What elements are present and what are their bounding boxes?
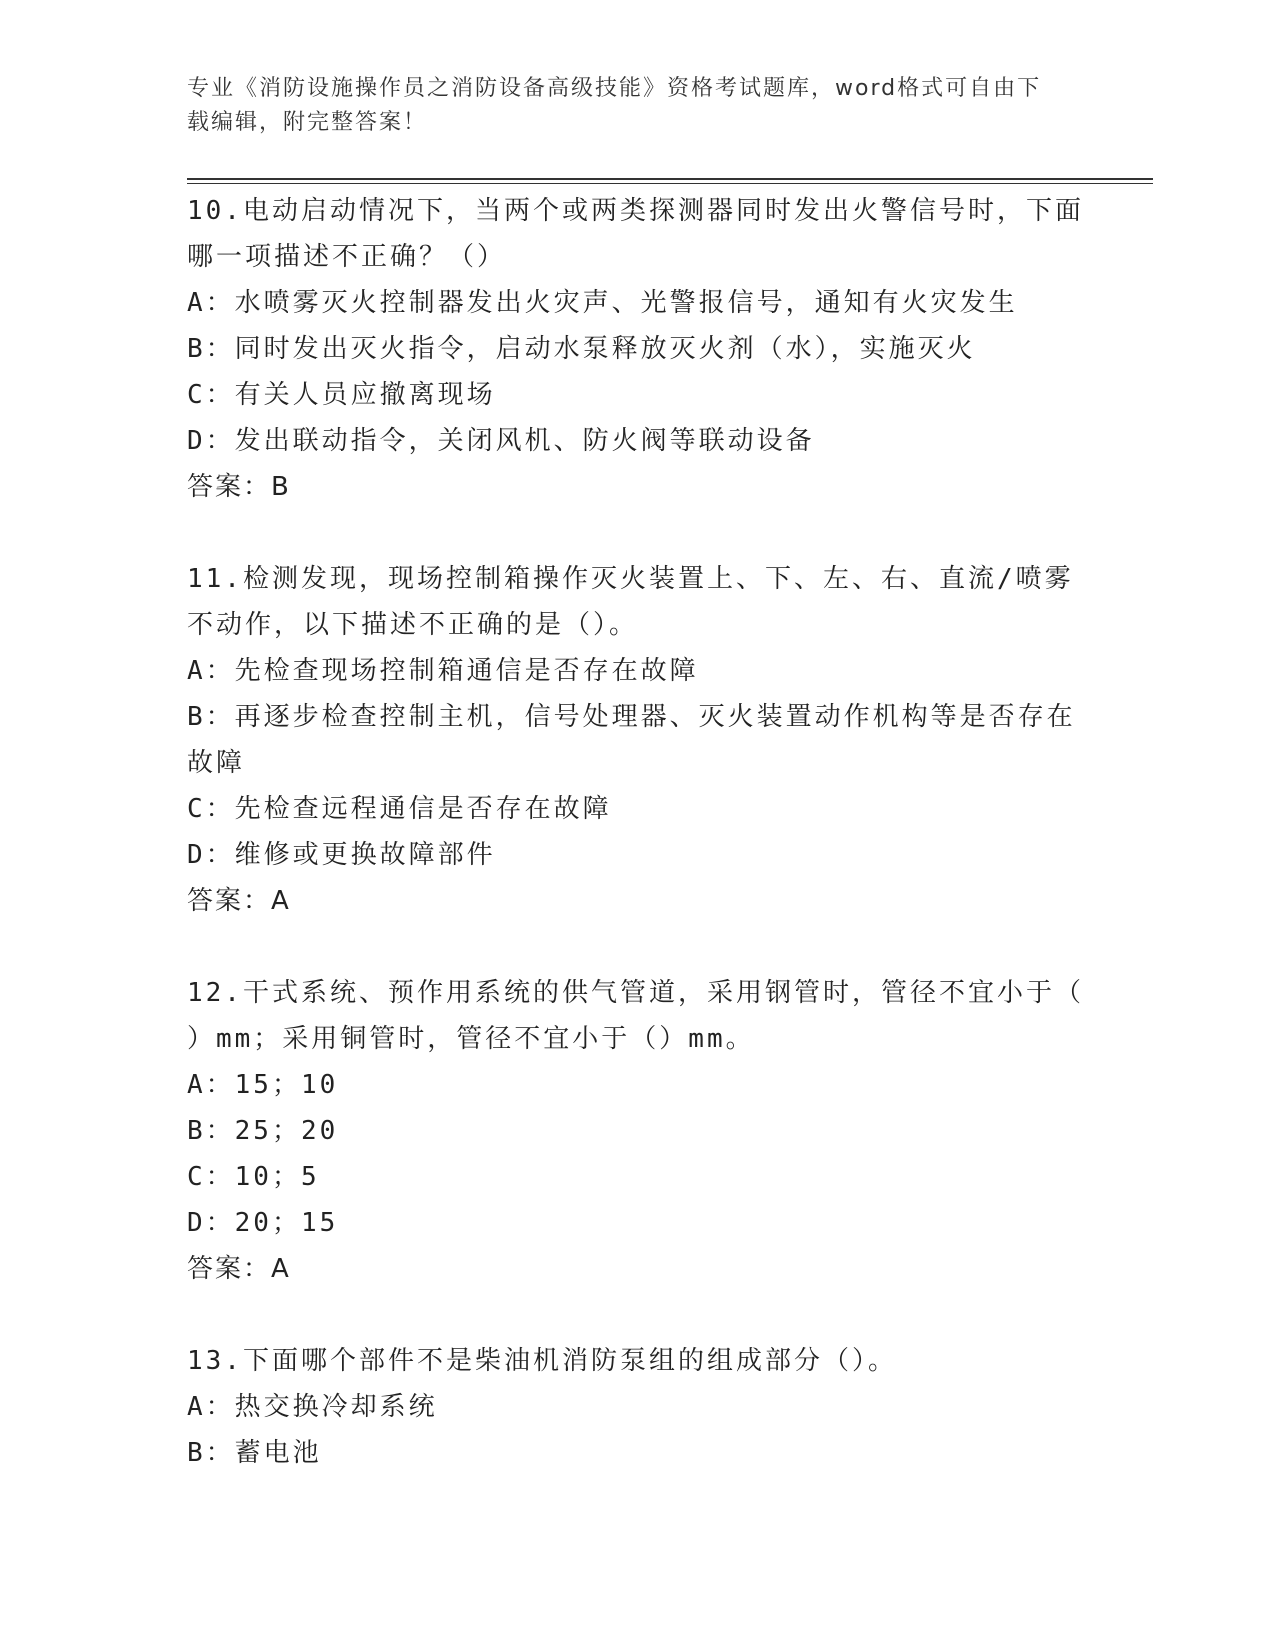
option-a: A：水喷雾灭火控制器发出火灾声、光警报信号，通知有火灾发生	[187, 288, 1018, 318]
option-a: A：热交换冷却系统	[187, 1392, 438, 1422]
question-stem-line: 10.电动启动情况下，当两个或两类探测器同时发出火警信号时，下面	[187, 196, 1084, 226]
option-c: C：有关人员应撤离现场	[187, 380, 496, 410]
option-a: A：15；10	[187, 1070, 339, 1100]
option-b: B：同时发出灭火指令，启动水泵释放灭火剂（水），实施灭火	[187, 334, 976, 364]
header-divider-thick	[187, 178, 1153, 180]
question-13	[187, 1338, 1077, 1476]
question-stem-line: ）mm；采用铜管时，管径不宜小于（）mm。	[187, 1024, 755, 1054]
header-divider-thin	[187, 183, 1153, 184]
option-b: B：25；20	[187, 1116, 339, 1146]
header-line-2: 载编辑，附完整答案！	[187, 110, 428, 135]
question-stem-line: 13.下面哪个部件不是柴油机消防泵组的组成部分（）。	[187, 1346, 897, 1376]
question-list	[187, 188, 1084, 1522]
option-c: C：先检查远程通信是否存在故障	[187, 794, 612, 824]
option-d: D：发出联动指令，关闭风机、防火阀等联动设备	[187, 426, 815, 456]
header-line-1: 专业《消防设施操作员之消防设备高级技能》资格考试题库，word格式可自由下	[187, 76, 1042, 101]
document-header	[187, 72, 1067, 140]
answer-label: 答案：B	[187, 472, 291, 502]
question-10	[187, 188, 1084, 510]
option-b-continued: 故障	[187, 748, 246, 778]
answer-label: 答案：A	[187, 1254, 291, 1284]
question-11	[187, 556, 1077, 924]
question-stem-line: 11.检测发现，现场控制箱操作灭火装置上、下、左、右、直流/喷雾	[187, 564, 1074, 594]
option-d: D：20；15	[187, 1208, 339, 1238]
option-a: A：先检查现场控制箱通信是否存在故障	[187, 656, 699, 686]
question-stem-line: 哪一项描述不正确？（）	[187, 242, 507, 272]
question-stem-line: 12.干式系统、预作用系统的供气管道，采用钢管时，管径不宜小于（	[187, 978, 1084, 1008]
question-stem-line: 不动作，以下描述不正确的是（）。	[187, 610, 639, 640]
option-c: C：10；5	[187, 1162, 320, 1192]
question-12	[187, 970, 1084, 1292]
option-b: B：蓄电池	[187, 1438, 322, 1468]
answer-label: 答案：A	[187, 886, 291, 916]
option-b: B：再逐步检查控制主机，信号处理器、灭火装置动作机构等是否存在	[187, 702, 1076, 732]
option-d: D：维修或更换故障部件	[187, 840, 496, 870]
